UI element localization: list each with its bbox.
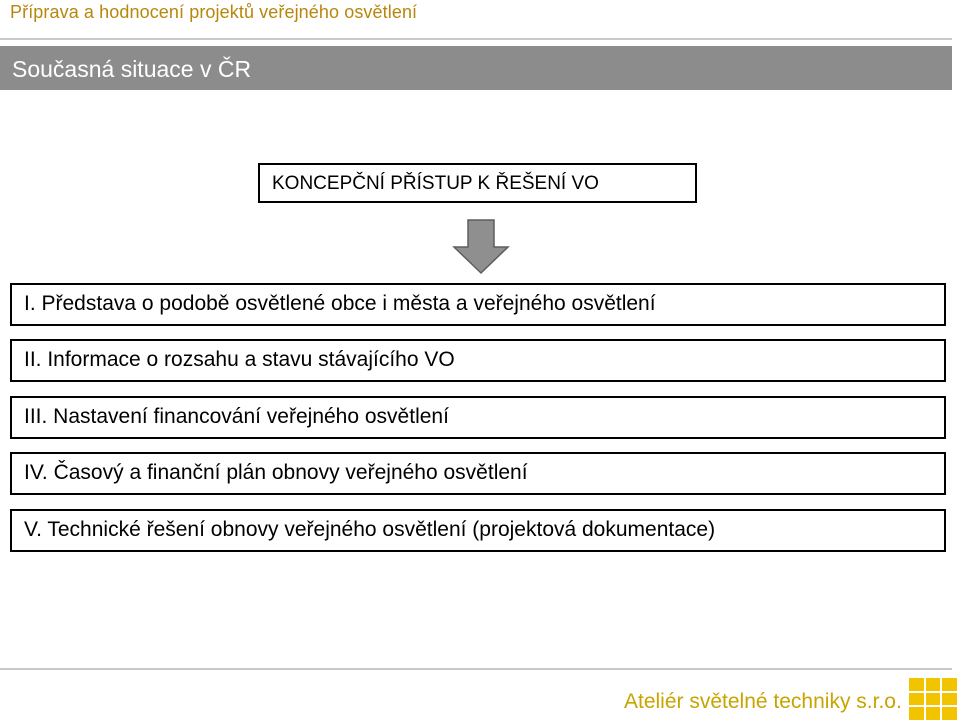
step-label-4: IV. Časový a finanční plán obnovy veřejného osvětlení xyxy=(24,461,528,484)
concept-label: KONCEPČNÍ PŘÍSTUP K ŘEŠENÍ VO xyxy=(272,173,599,194)
step-label-5: V. Technické řešení obnovy veřejného osvětlení (projektová dokumentace) xyxy=(24,518,716,541)
footer-divider xyxy=(0,668,952,670)
step-box-2 xyxy=(10,339,946,382)
down-arrow-icon xyxy=(452,219,510,275)
step-box-4 xyxy=(10,452,946,495)
section-bar xyxy=(0,46,952,90)
step-box-1 xyxy=(10,283,946,326)
concept-box xyxy=(258,163,697,203)
grid-logo-icon xyxy=(909,678,957,720)
step-box-3 xyxy=(10,396,946,439)
step-box-5 xyxy=(10,509,946,552)
step-label-1: I. Představa o podobě osvětlené obce i města a veřejného osvětlení xyxy=(24,292,656,315)
company-name: Ateliér světelné techniky s.r.o. xyxy=(624,690,902,713)
step-label-2: II. Informace o rozsahu a stavu stávajícího VO xyxy=(24,348,455,371)
section-title: Současná situace v ČR xyxy=(12,56,252,82)
page-title: Příprava a hodnocení projektů veřejného osvětlení xyxy=(10,2,418,22)
header-divider xyxy=(0,38,952,40)
step-label-3: III. Nastavení financování veřejného osvětlení xyxy=(24,405,449,428)
